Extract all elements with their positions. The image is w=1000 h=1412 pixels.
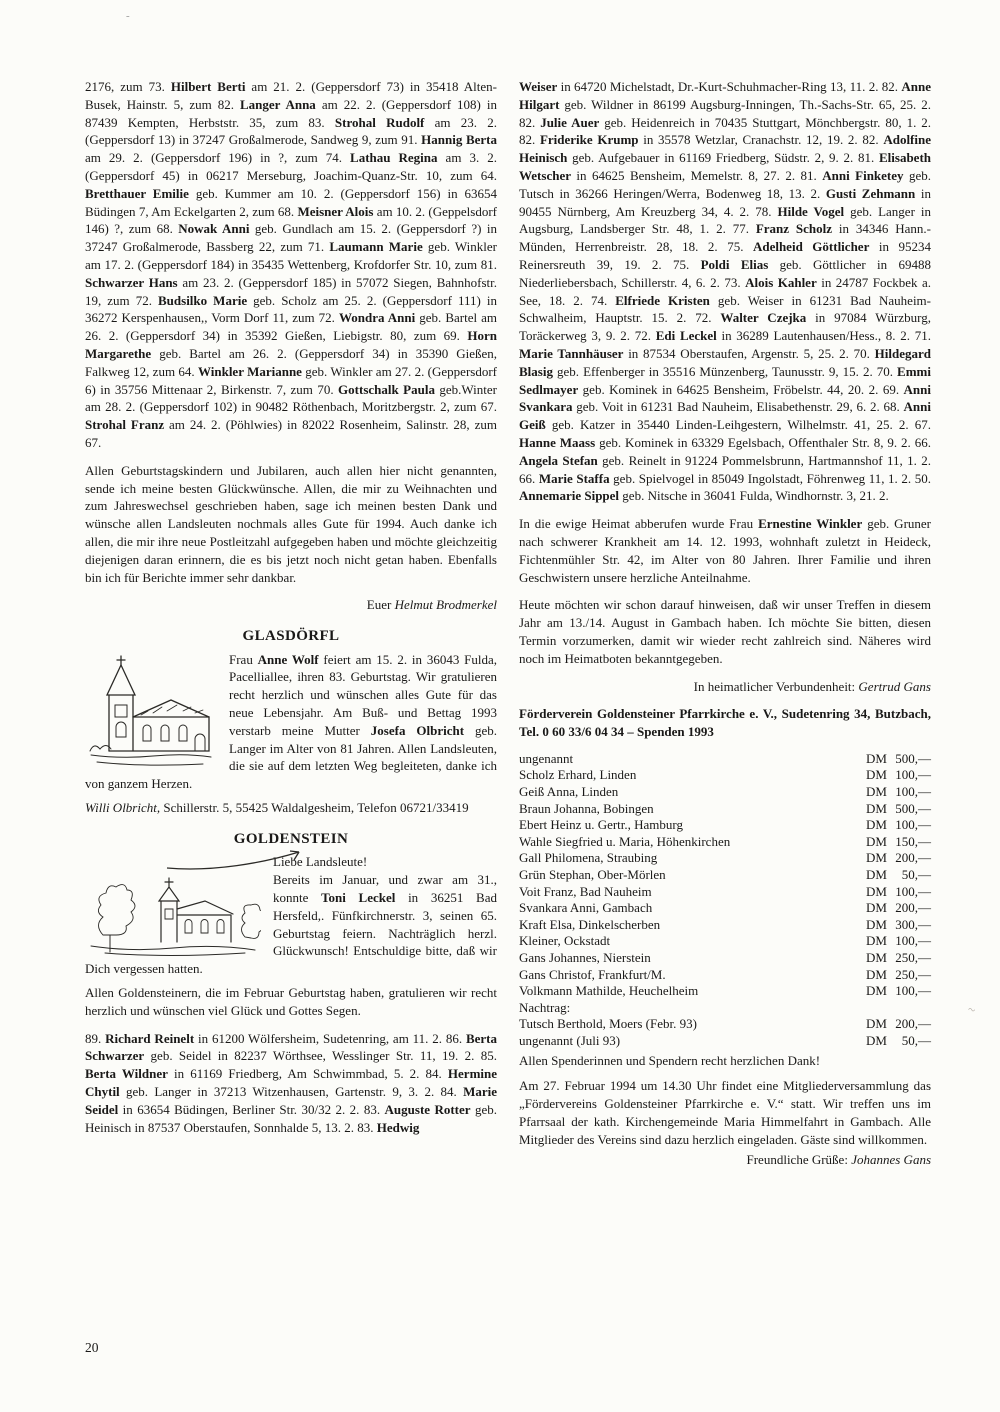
donation-amount [866, 751, 931, 768]
donation-amount [866, 767, 931, 784]
currency-label: DM [866, 966, 887, 982]
amount-value: 200,— [895, 900, 931, 916]
glasdoerfl-heading: GLASDÖRFL [242, 628, 340, 645]
donation-amount [866, 834, 931, 851]
donation-row [519, 1000, 931, 1017]
amount-value: 100,— [895, 817, 931, 833]
currency-label: DM [866, 750, 887, 766]
donation-amount [866, 801, 931, 818]
glasdoerfl-contact: Willi Olbricht, Schillerstr. 5, 55425 Waldalgesheim, Telefon 06721/33419 [85, 800, 469, 816]
donor-name: Nachtrag: [519, 999, 571, 1015]
donor-name: Gans Christof, Frankfurt/M. [519, 966, 666, 982]
birthday-list-continued: 2176, zum 73. Hilbert Berti am 21. 2. (Geppersdorf 73) in 35418 Alten-Busek, Hainstr. 5, zum 82. Langer Anna am 22. 2. (Geppersdorf 108) in 87439 Kempten, Herbststr. 35, zum 83. Strohal Rudolf am 23. 2. (Geppersdorf 13) in 37247 Großalmerode, Sandweg 9, zum 91. Hannig Berta am 29. 2. (Geppersdorf 196) in ?, zum 74. Lathau Regina am 3. 2. (Geppersdorf 45) in 06217 Merseburg, Joachim-Quanz-Str. 10, zum 64. Bretthauer Emilie geb. Kummer am 10. 2. (Geppersdorf 156) in 63654 Büdingen 7, Am Eckelgarten 2, zum 68. Meisner Alois am 10. 2. (Geppelsdorf 146) ?, zum 68. Nowak Anni geb. Gundlach am 15. 2. (Geppersdorf ?) in 37247 Großalmerode, Bassberg 22, zum 71. Laumann Marie geb. Winkler am 17. 2. (Geppersdorf 184) in 35435 Wettenberg, Krofdorfer Str. 10, zum 81. Schwarzer Hans am 23. 2. (Geppersdorf 185) in 57072 Siegen, Bahnhofstr. 19, zum 72. Budsilko Marie geb. Scholz am 25. 2. (Geppersdorf 111) in 36272 Kerspenhausen,, Vorm Dorf 11, zum 72. Wondra Anni geb. Bartel am 26. 2. (Geppersdorf 34) in 35392 Gießen, Liebigstr. 80, zum 69. Horn Margarethe geb. Bartel am 26. 2. (Geppersdorf 34) in 35390 Gießen, Falkweg 12, zum 64. Winkler Marianne geb. Winkler am 27. 2. (Geppersdorf 6) in 35756 Mittenaar 2, Birkenstr. 7, zum 70. Gottschalk Paula geb.Winter am 28. 2. (Geppersdorf 102) in 90482 Röthenbach, Moritzbergstr. 2, zum 67. Strohal Franz am 24. 2. (Pöhlwies) in 82022 Rosenheim, Salinstr. 28, zum 67. [85, 79, 498, 450]
amount-value: 100,— [895, 883, 931, 899]
scan-artifact: ~ [965, 1001, 978, 1018]
thanks-paragraph: Allen Geburtstagskindern und Jubilaren, auch allen hier nicht genannten, sende ich meine besten Glückwünsche. Allen, die mir zu Weihnachten und zum Jahreswechsel geschrieben haben, sage ich meinen besten Dank und wünsche allen Landsleuten nochmals alles Gute für 1994. Auch danke ich allen, die mir ihre neue Postleitzahl aufgegeben haben und möchte gleichzeitig diejenigen daran erinnern, die es bis jetzt noch nicht getan haben. Ebenfalls bin ich für Berichte immer sehr dankbar. [85, 462, 497, 585]
currency-label: DM [866, 900, 887, 916]
foerderverein-section [519, 705, 931, 1168]
amount-value: 50,— [901, 1032, 931, 1048]
donation-row [519, 900, 931, 917]
donation-row [519, 867, 931, 884]
donation-amount [866, 917, 931, 934]
assembly-notice: Am 27. Februar 1994 um 14.30 Uhr findet eine Mitgliederversammlung das „Fördervereins Goldensteiner Pfarrkirche e. V.“ statt. Wir treffen uns im Pfarrsaal der kath. Kirchengemeinde Maria Himmelfahrt in Gambach. Alle Mitglieder des Vereins sind dazu herzlich eingeladen. Gäste sind willkommen. [519, 1078, 931, 1147]
goldenstein-text: Bereits im Januar, und zwar am 31., konnte Toni Leckel in 36251 Bad Hersfeld,. Fünfkirchnerstr. 3, seinen 65. Geburtstag feiern. Nachträglich herzl. Glückwunsch! Entschuldige bitte, daß wir Dich vergessen hatten. [85, 872, 497, 977]
amount-value: 100,— [895, 983, 931, 999]
page-content [85, 78, 931, 1178]
donor-name: Ebert Heinz u. Gertr., Hamburg [519, 817, 684, 833]
amount-value: 500,— [895, 800, 931, 816]
currency-label: DM [866, 933, 887, 949]
glasdoerfl-section [85, 626, 497, 817]
right-column [519, 78, 931, 1178]
donation-amount [866, 1033, 931, 1050]
donation-row [519, 801, 931, 818]
amount-value: 50,— [901, 867, 931, 883]
donor-name: Kleiner, Ockstadt [519, 933, 611, 949]
donations-list [519, 751, 931, 1050]
donor-name: Scholz Erhard, Linden [519, 767, 637, 783]
amount-value: 200,— [895, 1016, 931, 1032]
donation-amount [866, 933, 931, 950]
amount-value: 250,— [895, 966, 931, 982]
scan-artifact: - [126, 10, 130, 22]
amount-value: 500,— [895, 750, 931, 766]
donor-name: Braun Johanna, Bobingen [519, 800, 654, 816]
goldenstein-body [85, 853, 497, 1136]
donor-name: Grün Stephan, Ober-Mörlen [519, 867, 666, 883]
glasdoerfl-text: Frau Anne Wolf feiert am 15. 2. in 36043 Fulda, Pacelliallee, ihren 83. Geburtstag. Wir gratulieren recht herzlich und wünschen alles Gute für das neue Lebensjahr. Am Buß- und Bettag 1993 verstarb meine Mutter Josefa Olbricht geb. Langer im Alter von 81 Jahren. Allen Landsleuten, die sie auf dem letzten Weg begleiteten, danke ich von ganzem Herzen. [85, 651, 497, 792]
donation-row [519, 850, 931, 867]
donation-row [519, 817, 931, 834]
currency-label: DM [866, 767, 887, 783]
donation-row [519, 983, 931, 1000]
goldenstein-section [85, 829, 497, 1137]
donation-amount [866, 967, 931, 984]
glasdoerfl-church-illustration [85, 655, 217, 773]
donation-row [519, 834, 931, 851]
goldenstein-salutation: Liebe Landsleute! [273, 854, 368, 870]
donation-amount [866, 784, 931, 801]
amount-value: 200,— [895, 850, 931, 866]
foerderverein-title: Förderverein Goldensteiner Pfarrkirche e. V., Sudetenring 34, Butzbach, Tel. 0 60 33/6 04 34 – Spenden 1993 [519, 706, 931, 740]
currency-label: DM [866, 817, 887, 833]
signoff-gans: In heimatlicher Verbundenheit: Gertrud Gans [693, 678, 931, 694]
amount-value: 150,— [895, 833, 931, 849]
donation-amount [866, 867, 931, 884]
amount-value: 100,— [895, 784, 931, 800]
goldenstein-gratulation: Allen Goldensteinern, die im Februar Geburtstag haben, gratulieren wir recht herzlich und wünschen viel Glück und Gottes Segen. [85, 984, 497, 1018]
donor-name: Voit Franz, Bad Nauheim [519, 883, 652, 899]
currency-label: DM [866, 850, 887, 866]
donation-thanks: Allen Spenderinnen und Spendern recht herzlichen Dank! [519, 1052, 821, 1068]
currency-label: DM [866, 833, 887, 849]
donation-row [519, 751, 931, 768]
currency-label: DM [866, 800, 887, 816]
donation-amount [866, 900, 931, 917]
donation-row [519, 917, 931, 934]
glasdoerfl-body [85, 651, 497, 817]
donation-row [519, 784, 931, 801]
donor-name: Volkmann Mathilde, Heuchelheim [519, 983, 699, 999]
currency-label: DM [866, 883, 887, 899]
donation-amount [866, 850, 931, 867]
donor-name: Tutsch Berthold, Moers (Febr. 93) [519, 1016, 697, 1032]
currency-label: DM [866, 983, 887, 999]
amount-value: 100,— [895, 767, 931, 783]
donation-amount [866, 950, 931, 967]
donor-name: Svankara Anni, Gambach [519, 900, 653, 916]
amount-value: 100,— [895, 933, 931, 949]
currency-label: DM [866, 916, 887, 932]
donor-name: ungenannt [519, 750, 574, 766]
donation-row [519, 1016, 931, 1033]
currency-label: DM [866, 867, 887, 883]
goldenstein-church-illustration [85, 857, 261, 957]
goldenstein-heading: GOLDENSTEIN [233, 830, 349, 847]
donation-row [519, 933, 931, 950]
page-number: 20 [85, 1340, 99, 1355]
donation-amount [866, 1016, 931, 1033]
donor-name: ungenannt (Juli 93) [519, 1032, 621, 1048]
currency-label: DM [866, 784, 887, 800]
donation-amount [866, 817, 931, 834]
meeting-hint-paragraph: Heute möchten wir schon darauf hinweisen, daß wir unser Treffen in diesem Jahr am 13./14. August in Gambach haben. Ich möchte Sie bitten, diesen Termin vorzumerken, damit wir wieder recht zahlreich sind. Näheres wird noch im Heimatboten bekanntgegeben. [519, 597, 931, 666]
goldenstein-birthday-list: 89. Richard Reinelt in 61200 Wölfersheim, Sudetenring, am 11. 2. 86. Berta Schwarzer geb. Seidel in 82237 Wörthsee, Wesslinger Str. 11, 19. 2. 85. Berta Wildner in 61169 Friedberg, Am Schwimmbad, 5. 2. 84. Hermine Chytil geb. Langer in 37213 Witzenhausen, Gartenstr. 9, 3. 2. 84. Marie Seidel in 63654 Büdingen, Berliner Str. 30/32 2. 2. 83. Auguste Rotter geb. Heinisch in 87537 Oberstaufen, Sonnhalde 5, 13. 2. 83. Hedwig [85, 1030, 498, 1135]
donor-name: Geiß Anna, Linden [519, 784, 619, 800]
donation-row [519, 950, 931, 967]
donor-name: Kraft Elsa, Dinkelscherben [519, 916, 661, 932]
donation-amount [866, 884, 931, 901]
donor-name: Wahle Siegfried u. Maria, Höhenkirchen [519, 833, 731, 849]
donation-row [519, 884, 931, 901]
donation-amount [887, 1000, 931, 1017]
currency-label: DM [866, 1032, 887, 1048]
left-column [85, 78, 497, 1178]
donation-row [519, 1033, 931, 1050]
donor-name: Gall Philomena, Straubing [519, 850, 658, 866]
amount-value: 300,— [895, 916, 931, 932]
currency-label: DM [866, 1016, 887, 1032]
birthday-list-continuation: Weiser in 64720 Michelstadt, Dr.-Kurt-Schuhmacher-Ring 13, 11. 2. 82. Anne Hilgart geb. Wildner in 86199 Augsburg-Inningen, Th.-Sachs-Str. 65, 25. 2. 82. Julie Auer geb. Heidenreich in 70435 Stuttgart, Mönchbergstr. 80, 1. 2. 82. Friderike Krump in 35578 Wetzlar, Cranachstr. 12, 19. 2. 82. Adolfine Heinisch geb. Aufgebauer in 61169 Friedberg, Südstr. 2, 9. 2. 81. Elisabeth Wetscher in 64625 Bensheim, Memelstr. 8, 27. 2. 81. Anni Finketey geb. Tutsch in 36266 Heringen/Werra, Bodenweg 18, 13. 2. Gusti Zehmann in 90455 Nürnberg, Am Kreuzberg 34, 4. 2. 78. Hilde Vogel geb. Langer in Augsburg, Landsberger Str. 48, 1. 2. 77. Franz Scholz in 34346 Hann.-Münden, Herrenbreistr. 28, 18. 2. 75. Adelheid Göttlicher in 95234 Reinersreuth 39, 19. 2. 75. Poldi Elias geb. Göttlicher in 69488 Niederliebersbach, Schillerstr. 4, 6. 2. 73. Alois Kahler in 24787 Fockbek a. See, 18. 2. 74. Elfriede Kristen geb. Weiser in 61231 Bad Nauheim-Schwalheim, Hauptstr. 15. 2. 72. Walter Czejka in 97084 Würzburg, Toräckerweg 3, 9. 2. 72. Edi Leckel in 36289 Lautenhausen/Hess., 8. 2. 71. Marie Tannhäuser in 87534 Oberstaufen, Argenstr. 5, 25. 2. 70. Hildegard Blasig geb. Effenberger in 35516 Münzenberg, Taunusstr. 9, 15. 2. 70. Emmi Sedlmayer geb. Kominek in 64625 Bensheim, Fröbelstr. 44, 20. 2. 69. Anni Svankara geb. Voit in 61231 Bad Nauheim, Elisabethenstr. 29, 6. 2. 68. Anni Geiß geb. Katzer in 35440 Linden-Leihgestern, Wilhelmstr. 41, 25. 2. 67. Hanne Maass geb. Kominek in 63329 Egelsbach, Offenthaler Str. 8, 9. 2. 66. Angela Stefan geb. Reinelt in 91224 Pommelsbrunn, Hartmannshof 11, 1. 2. 66. Marie Staffa geb. Spielvogel in 85049 Ingolstadt, Föhrenweg 11, 1. 2. 50. Annemarie Sippel geb. Nitsche in 36041 Fulda, Windhornstr. 3, 21. 2. [519, 79, 932, 504]
greeting-johannes-gans: Freundliche Grüße: Johannes Gans [746, 1151, 931, 1167]
obituary-paragraph: In die ewige Heimat abberufen wurde Frau Ernestine Winkler geb. Gruner nach schwerer Krankheit am 14. 12. 1993, wohnhaft zuletzt in Heideck, Fichtenmühler Str. 42, im Alter von 80 Jahren. Ihrer Familie und ihren Geschwistern unsere herzliche Anteilnahme. [519, 516, 931, 585]
signoff-brodmerkel: Euer Helmut Brodmerkel [366, 597, 497, 613]
currency-label: DM [866, 950, 887, 966]
donation-row [519, 967, 931, 984]
amount-value: 250,— [895, 950, 931, 966]
donation-row [519, 767, 931, 784]
donor-name: Gans Johannes, Nierstein [519, 950, 651, 966]
donation-amount [866, 983, 931, 1000]
